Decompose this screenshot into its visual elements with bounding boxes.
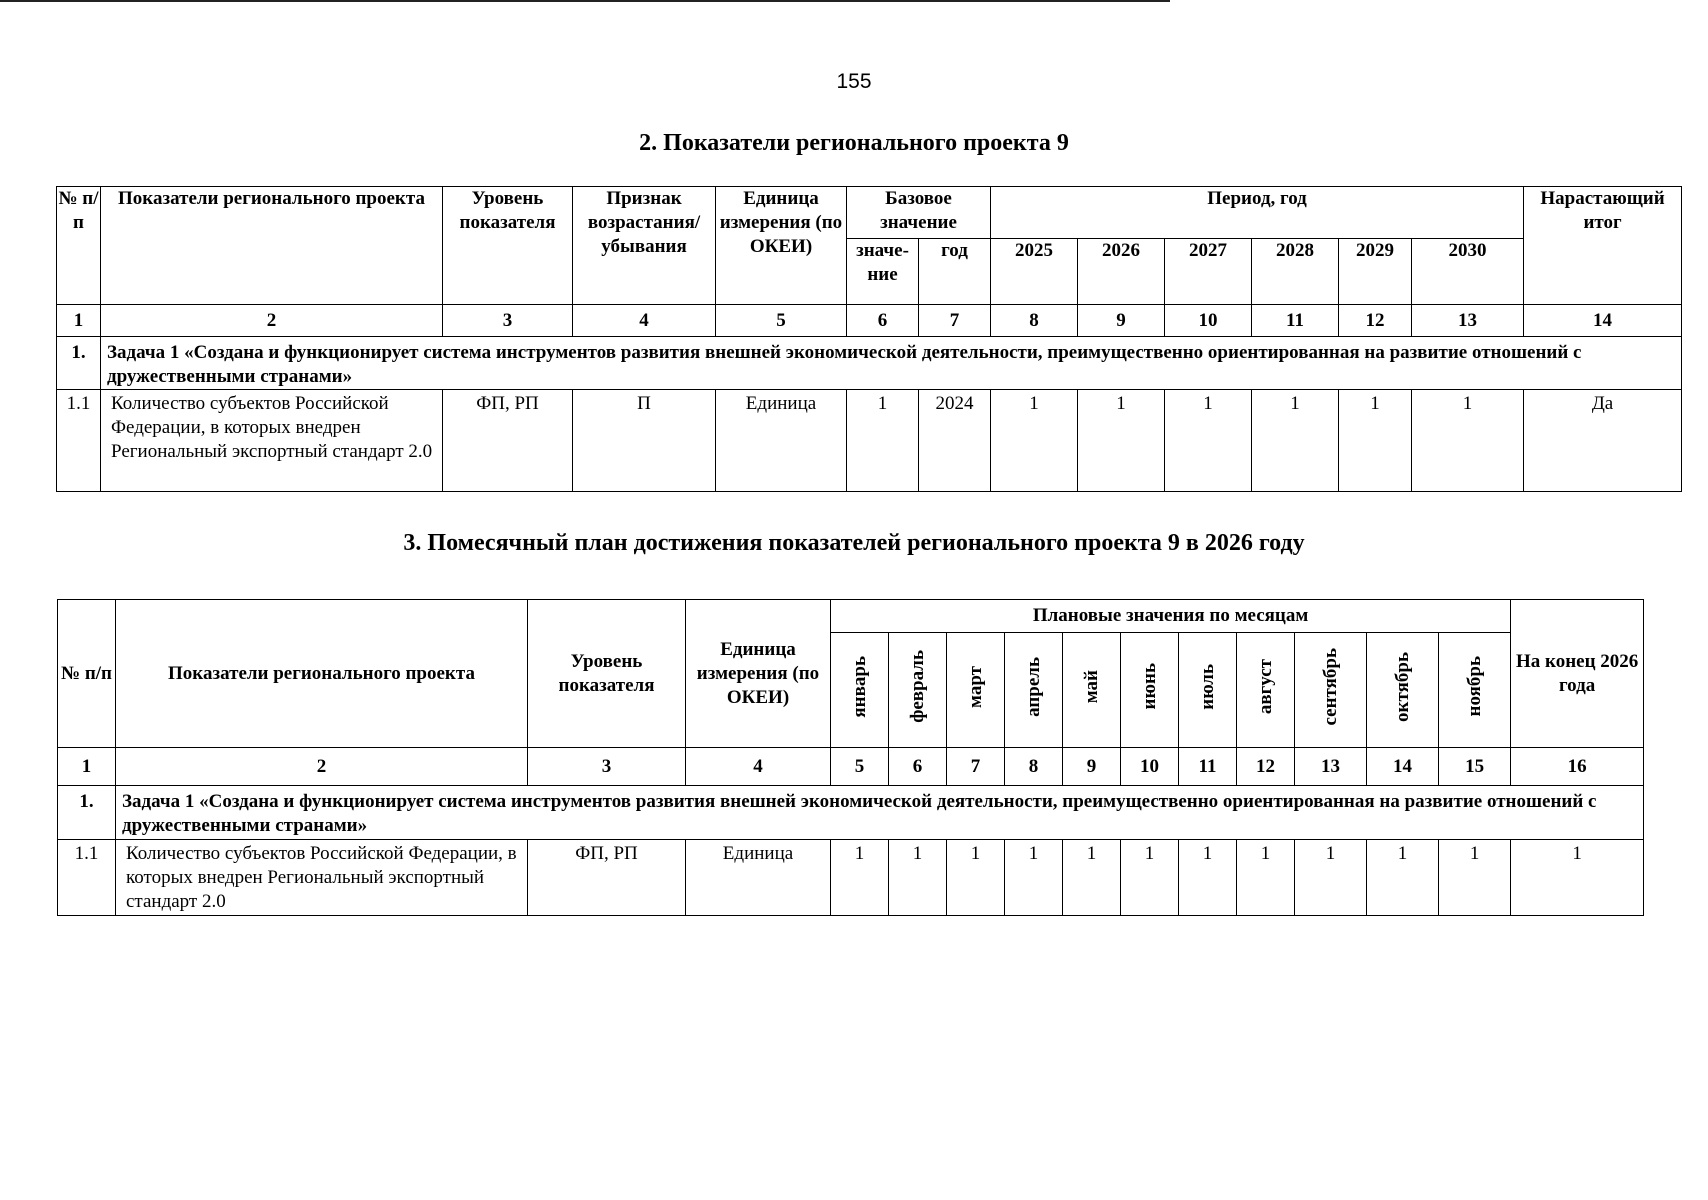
row-month-value: 1 (1121, 840, 1179, 916)
row-month-value: 1 (1367, 840, 1439, 916)
row-unit: Единица (686, 840, 831, 916)
row-month-value: 1 (1237, 840, 1295, 916)
row-indicator: Количество субъектов Российской Федерации, в которых внедрен Региональный экспортный стандарт 2.0 (116, 840, 528, 916)
header-month (1439, 633, 1511, 748)
header-year: 2029 (1339, 239, 1412, 305)
row-unit: Единица (716, 390, 847, 492)
header-base-value: значе- ние (847, 239, 919, 305)
header-unit: Единица измерения (по ОКЕИ) (716, 187, 847, 305)
header-month (1121, 633, 1179, 748)
top-border-line (0, 0, 1170, 2)
row-number: 1.1 (57, 390, 101, 492)
header-period: Период, год (991, 187, 1524, 239)
column-number: 9 (1078, 305, 1165, 337)
row-month-value: 1 (947, 840, 1005, 916)
header-unit: Единица измерения (по ОКЕИ) (686, 600, 831, 748)
row-month-value: 1 (831, 840, 889, 916)
header-monthly: Плановые значения по месяцам (831, 600, 1511, 633)
header-month (1295, 633, 1367, 748)
column-number: 6 (847, 305, 919, 337)
column-number: 4 (686, 748, 831, 786)
month-label: февраль (906, 650, 928, 723)
task-number: 1. (58, 786, 116, 840)
header-year: 2027 (1165, 239, 1252, 305)
task-cell (116, 786, 1644, 840)
row-sign: П (573, 390, 716, 492)
row-month-value: 1 (889, 840, 947, 916)
month-label: ноябрь (1463, 656, 1485, 717)
header-month (1005, 633, 1063, 748)
column-number: 6 (889, 748, 947, 786)
column-number: 13 (1295, 748, 1367, 786)
task-cell (101, 337, 1682, 390)
column-number: 7 (919, 305, 991, 337)
indicators-table (56, 186, 1682, 492)
column-number: 5 (831, 748, 889, 786)
row-year-value: 1 (1252, 390, 1339, 492)
header-month (1367, 633, 1439, 748)
column-number: 10 (1165, 305, 1252, 337)
row-year-value: 1 (1078, 390, 1165, 492)
row-level: ФП, РП (443, 390, 573, 492)
row-month-value: 1 (1439, 840, 1511, 916)
header-num: № п/п (57, 187, 101, 305)
header-month (1063, 633, 1121, 748)
task-number: 1. (57, 337, 101, 390)
row-month-value: 1 (1295, 840, 1367, 916)
row-year-value: 1 (1165, 390, 1252, 492)
row-year-value: 1 (1339, 390, 1412, 492)
column-number: 15 (1439, 748, 1511, 786)
column-number: 16 (1511, 748, 1644, 786)
row-end-value: 1 (1511, 840, 1644, 916)
section-3-title: 3. Помесячный план достижения показателей регионального проекта 9 в 2026 году (403, 530, 1305, 556)
header-year: 2030 (1412, 239, 1524, 305)
header-month (889, 633, 947, 748)
header-month (1237, 633, 1295, 748)
month-label: апрель (1022, 656, 1044, 717)
header-cumulative: Нарастающий итог (1524, 187, 1682, 305)
row-year-value: 1 (991, 390, 1078, 492)
month-label: сентябрь (1319, 647, 1341, 726)
column-number: 3 (443, 305, 573, 337)
column-number: 12 (1339, 305, 1412, 337)
header-month (947, 633, 1005, 748)
section-2-title: 2. Показатели регионального проекта 9 (639, 130, 1069, 156)
row-number: 1.1 (58, 840, 116, 916)
month-label: август (1254, 658, 1276, 715)
month-label: март (964, 665, 986, 708)
header-level: Уровень показателя (528, 600, 686, 748)
task-text: Задача 1 «Создана и функционирует система инструментов развития внешней экономической деятельности, преимущественно ориентированная на развитие отношений с дружественными странами» (107, 342, 1582, 387)
month-label: июль (1196, 663, 1218, 710)
row-month-value: 1 (1179, 840, 1237, 916)
column-number: 1 (57, 305, 101, 337)
monthly-plan-table (57, 599, 1644, 916)
header-month (1179, 633, 1237, 748)
column-number: 5 (716, 305, 847, 337)
header-num: № п/п (58, 600, 116, 748)
header-indicator: Показатели регионального проекта (101, 187, 443, 305)
row-level: ФП, РП (528, 840, 686, 916)
column-number: 9 (1063, 748, 1121, 786)
month-label: октябрь (1391, 651, 1413, 722)
column-number: 13 (1412, 305, 1524, 337)
header-indicator: Показатели регионального проекта (116, 600, 528, 748)
column-number: 1 (58, 748, 116, 786)
column-number: 14 (1367, 748, 1439, 786)
page-number: 155 (836, 70, 872, 93)
header-year: 2026 (1078, 239, 1165, 305)
column-number: 2 (101, 305, 443, 337)
month-label: июнь (1138, 663, 1160, 710)
column-number: 3 (528, 748, 686, 786)
row-cumulative: Да (1524, 390, 1682, 492)
header-level: Уровень показателя (443, 187, 573, 305)
column-number: 8 (991, 305, 1078, 337)
row-base-value: 1 (847, 390, 919, 492)
header-year: 2028 (1252, 239, 1339, 305)
row-indicator: Количество субъектов Российской Федерации, в которых внедрен Региональный экспортный стандарт 2.0 (101, 390, 443, 492)
column-number: 2 (116, 748, 528, 786)
row-month-value: 1 (1063, 840, 1121, 916)
column-number: 7 (947, 748, 1005, 786)
column-number: 11 (1179, 748, 1237, 786)
column-number: 12 (1237, 748, 1295, 786)
month-label: май (1080, 669, 1102, 704)
row-year-value: 1 (1412, 390, 1524, 492)
row-base-year: 2024 (919, 390, 991, 492)
header-base: Базовое значение (847, 187, 991, 239)
row-month-value: 1 (1005, 840, 1063, 916)
header-sign: Признак возрастания/ убывания (573, 187, 716, 305)
column-number: 14 (1524, 305, 1682, 337)
task-text: Задача 1 «Создана и функционирует система инструментов развития внешней экономической деятельности, преимущественно ориентированная на развитие отношений с дружественными странами» (122, 791, 1597, 836)
month-label: январь (848, 655, 870, 718)
header-year: 2025 (991, 239, 1078, 305)
header-month (831, 633, 889, 748)
column-number: 4 (573, 305, 716, 337)
column-number: 10 (1121, 748, 1179, 786)
header-end: На конец 2026 года (1511, 600, 1644, 748)
column-number: 11 (1252, 305, 1339, 337)
column-number: 8 (1005, 748, 1063, 786)
header-base-year: год (919, 239, 991, 305)
